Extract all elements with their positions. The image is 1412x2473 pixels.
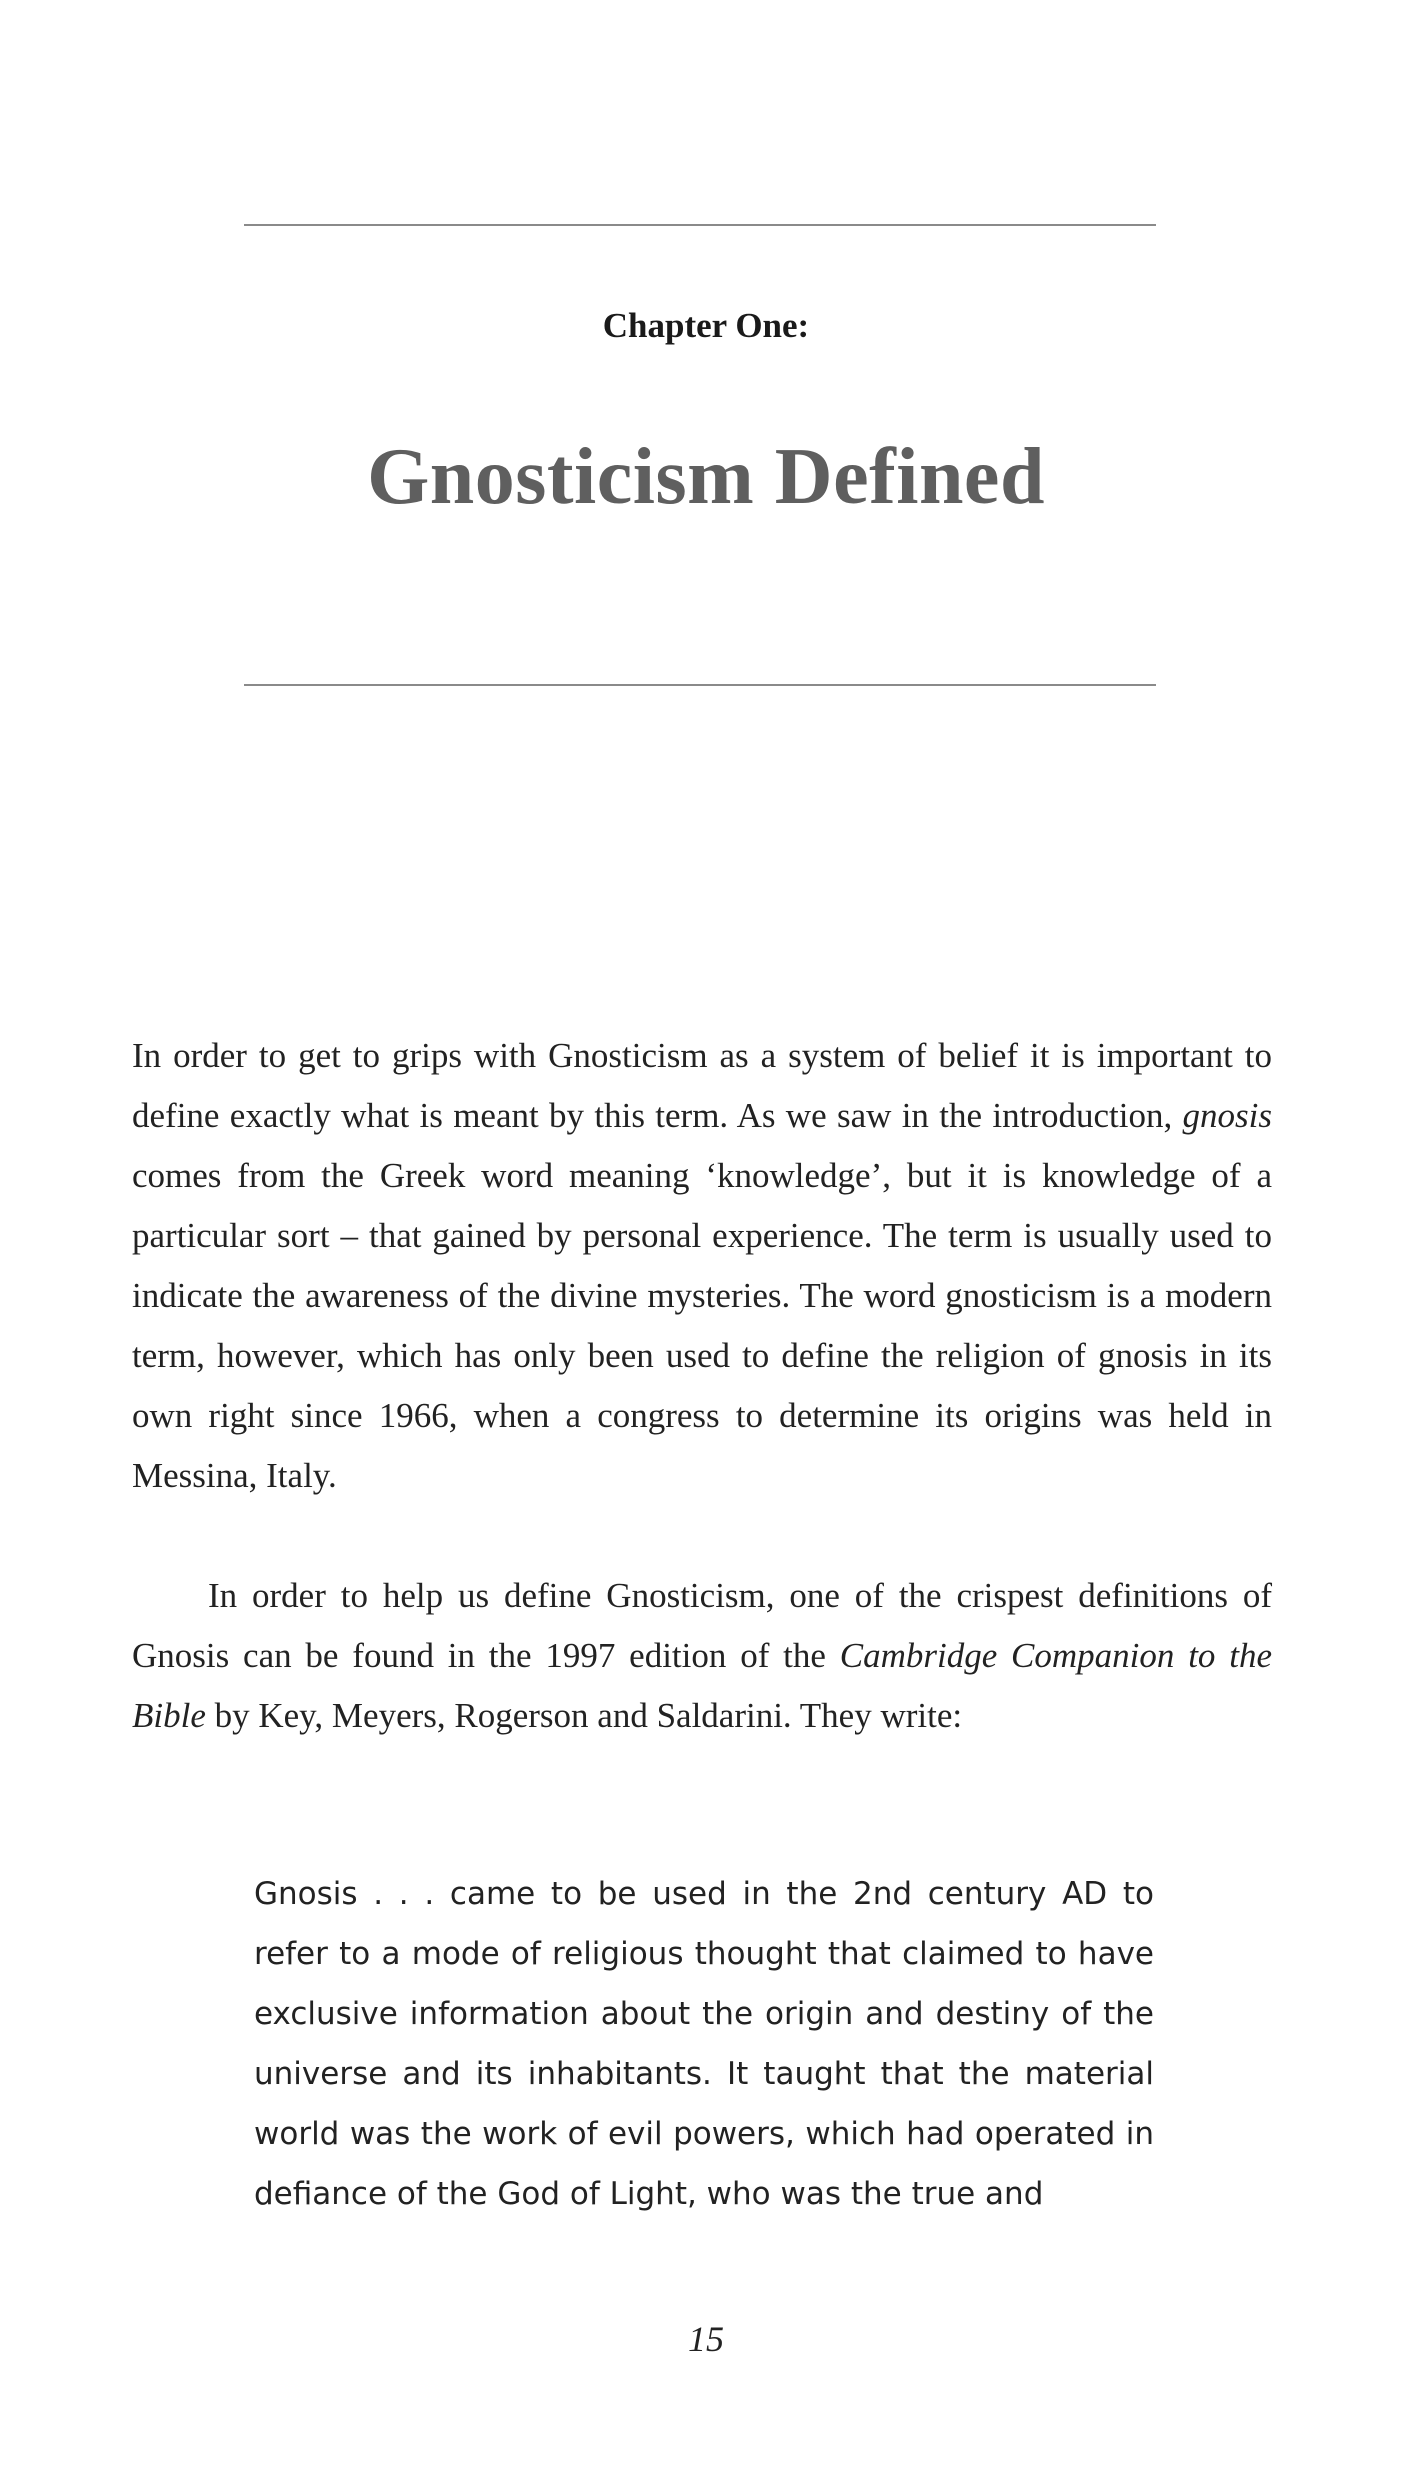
top-rule <box>244 224 1156 226</box>
body-paragraph-2 <box>132 1566 1272 1746</box>
para-1-italic-gnosis: gnosis <box>1182 1096 1272 1135</box>
para-1-text-a: In order to get to grips with Gnosticism as a system of belief it is important to define exactly what is meant by this term. As we saw in the introduction, <box>132 1036 1272 1135</box>
body-paragraph-1 <box>132 1026 1272 1506</box>
page-number: 15 <box>688 2319 724 2359</box>
chapter-label: Chapter One: <box>602 306 810 345</box>
chapter-title: Gnosticism Defined <box>367 433 1045 521</box>
bottom-rule <box>244 684 1156 686</box>
para-2-text-b: by Key, Meyers, Rogerson and Saldarini. They write: <box>205 1696 963 1735</box>
para-1-text-b: comes from the Greek word meaning ‘knowledge’, but it is knowledge of a particular sort – that gained by personal experience. The term is usually used to indicate the awareness of the divine mysteries. The word gnosticism is a modern term, however, which has only been used to define the religion of gnosis in its own right since 1966, when a congress to determine its origins was held in Messina, Italy. <box>132 1156 1272 1495</box>
block-quote: Gnosis . . . came to be used in the 2nd century AD to refer to a mode of religious thought that claimed to have exclusive information about the origin and destiny of the universe and its inhabitants. It taught that the material world was the work of evil powers, which had operated in defiance of the God of Light, who was the true and <box>254 1876 1154 2212</box>
para-2-italic-book-title: Cambridge Companion to the Bible <box>132 1636 1272 1735</box>
para-2-text-a: In order to help us define Gnosticism, one of the crispest definitions of Gnosis can be found in the 1997 edition of the <box>132 1576 1272 1675</box>
